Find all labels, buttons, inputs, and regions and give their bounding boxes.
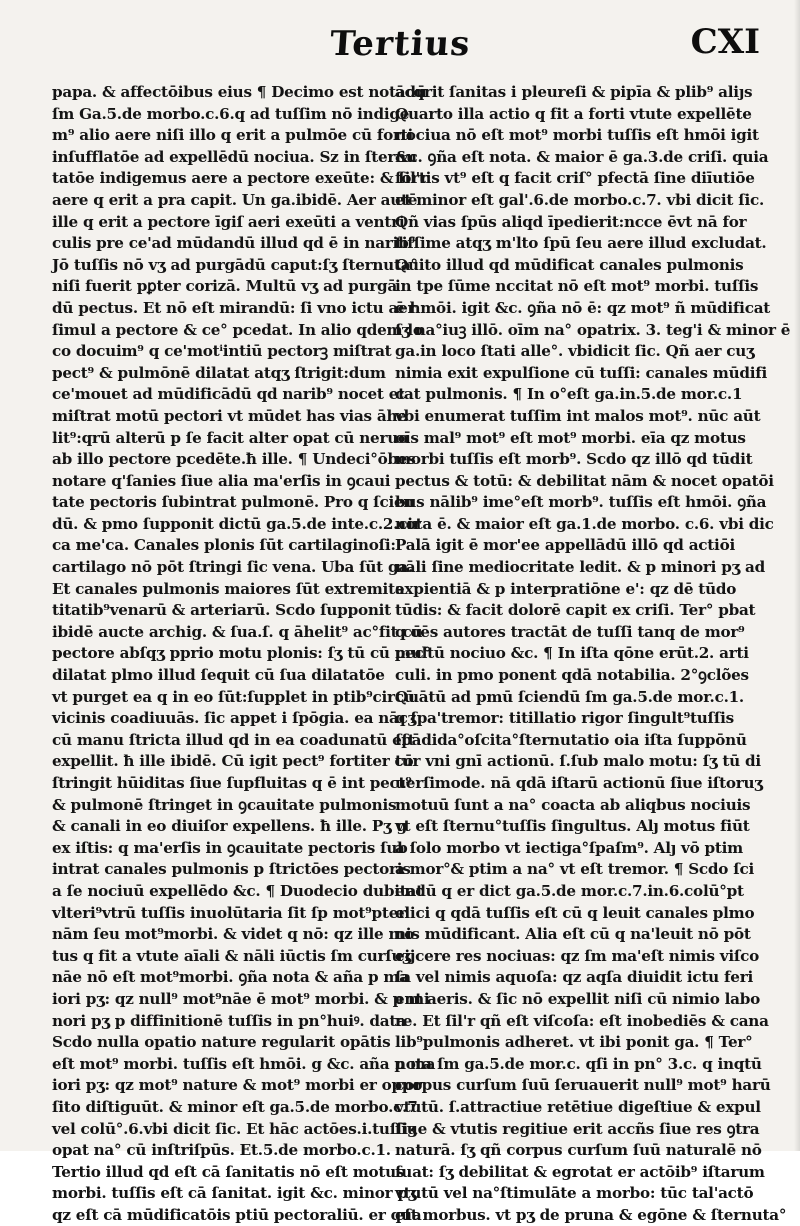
text-line: aere q erit a pra capit. Un ga.ibidē. Aer autē — [52, 190, 418, 209]
text-line: eijcere res nociuas: qz ſm ma'eſt nimis viſco — [395, 946, 760, 965]
text-line: expellit. ħ ille ibidē. Cū igit pect⁹ fortiter cō — [52, 752, 414, 771]
text-line: nis mūdificant. Alia eſt cū q na'leuit nō pōt — [395, 925, 751, 944]
text-line: lib⁹pulmonis adheret. vt ibi ponit ga. ¶ Ter° — [395, 1033, 753, 1052]
text-line: culis pre ce'ad mūdandū illud qd ē in narib⁹ — [52, 234, 415, 253]
text-line: vlteri⁹vtrū tuſſis inuolūtaria ſit ſp mot⁹pter — [52, 903, 406, 922]
text-line: ſtringit hūiditas ſiue ſupfluitas q ē int pect⁹ — [52, 774, 412, 792]
text-line: in tpe ſūme nccitat nō eſt mot⁹ morbi. tuſſis — [395, 277, 759, 296]
text-line: &c. ꝯña eſt nota. & maior ē ga.3.de criſi. quia — [395, 147, 769, 166]
text-line: nimia exit expulſione cū tuſſi: canales mūdifi — [395, 363, 768, 382]
text-line: notare q'ſanies ſiue alia ma'erſis in ꝯcaui — [52, 471, 391, 490]
text-line: Quarto illa actio q fit a forti vtute expellēte — [395, 104, 752, 123]
text-line: dū. & pmo ſupponit dictū ga.5.de inte.c.2.cir — [52, 514, 421, 533]
folio-number: CXI — [690, 22, 760, 62]
text-line: tatōe indigemus aere a pectore exeūte: & ſil'r — [52, 169, 428, 188]
text-line: & pulmonē ſtringet in ꝯcauitate pulmonis — [52, 795, 397, 814]
text-line: ſiue & vtutis regitiue erit accñs ſiue res ꝯtra — [395, 1119, 760, 1138]
text-line: cat pulmonis. ¶ In o°eſt ga.in.5.de mor.c.1 — [395, 385, 743, 404]
text-line: morbi. tuſſis eſt cā ſanitat. igit &c. minor pʒ — [52, 1184, 417, 1203]
text-line: dilatat plmo illud ſequit cū ſua dilatatōe — [52, 666, 385, 685]
left-text-column — [52, 82, 436, 1226]
text-line: ē hmōi. igit &c. ꝯña nō ē: qz mot⁹ ñ mūdificat — [395, 298, 771, 317]
text-line: ſa vel nimis aquoſa: qz aqſa diuidit ictu feri — [395, 968, 753, 987]
text-line: co docuim⁹ q ce'motⁱintiū pectorꝫ miſtrat — [52, 342, 392, 361]
text-line: nociua nō eſt mot⁹ morbi tuſſis eſt hmōi igit — [395, 126, 759, 145]
text-line: vt eſt ſternu°tuſſis ſingultus. Alȷ motus fiūt — [395, 817, 750, 836]
text-line: Qñ vias ſpūs aliqd īpedierit:ncce ēvt nā for — [395, 212, 747, 231]
text-line: pectore abſqʒ pprio motu plonis: ſʒ tū cū pec° — [52, 644, 431, 663]
text-line: ſm Ga.5.de morbo.c.6.q ad tuſſim nō indige — [52, 104, 410, 123]
text-line: nāli ſine mediocritate ledit. & p minori pʒ ad — [395, 558, 765, 577]
text-line: tur vni gnī actionū. ſ.ſub malo motu: ſʒ tū di — [395, 752, 761, 771]
text-line: ſito diſtiguūt. & minor eſt ga.5.de morbo.c.7 — [52, 1097, 418, 1116]
text-line: pectus & totū: & debilitat nām & nocet opatōi — [395, 471, 774, 490]
text-line: papa. & affectōibus eius ¶ Decimo est notādū — [52, 83, 427, 101]
text-line: a mor°& ptim a na° vt eſt tremor. ¶ Scdo ſci — [395, 860, 755, 879]
text-line: ſuat: ſʒ debilitat & egrotat er actōib⁹ iſtarum — [395, 1162, 765, 1181]
text-line: uerſimode. nā qdā iſtarū actionū ſiue iſtoruʒ — [395, 774, 763, 792]
text-line: Quātū ad pmū ſciendū ſm ga.5.de mor.c.1. — [395, 687, 744, 706]
text-line: fortis vt⁹ eſt q facit criſ° pfectā ſine diīutiōe — [395, 169, 755, 188]
text-line: nāe nō eſt mot⁹morbi. ꝯña nota & aña p ma — [52, 968, 409, 987]
text-line: qz eſt cā mūdificatōis ptiū pectoraliū. er qua — [52, 1205, 422, 1224]
text-line: bus nālib⁹ ime°eſt morb⁹. tuſſis eſt hmōi. ꝯña — [395, 493, 767, 512]
text-line: expientiā & p interpratiōne e': qz dē tūdo — [395, 579, 737, 598]
text-line: endū q er dict ga.5.de mor.c.7.in.6.colū°pt — [395, 881, 744, 900]
text-line: oīs mal⁹ mot⁹ eſt mot⁹ morbi. eīa qz motus — [395, 428, 746, 447]
text-line: morbi tuſſis eſt morb⁹. Scdo qz illō qd tūdit — [395, 450, 753, 469]
text-line: lit⁹:qrū alterū p ſe facit alter opat cū neruo — [52, 428, 408, 447]
text-line: tiſſime atqʒ m'lto ſpū ſeu aere illud excludat. — [395, 234, 767, 253]
text-line: nota ſm ga.5.de mor.c. qſi in pn° 3.c. q inqtū — [395, 1054, 762, 1073]
text-line: ent aeris. & ſic nō expellit niſi cū nimio labo — [395, 989, 760, 1008]
text-line: q ſpa'tremor: titillatio rigor ſingult⁹tuſſis — [395, 709, 734, 728]
text-line: re. Et ſil'r qñ eſt viſcoſa: eſt inobediēs & cana — [395, 1011, 769, 1030]
text-line: iori pʒ: qz mot⁹ nature & mot⁹ morbi er oppo — [52, 1076, 423, 1095]
text-line: multū nociuo &c. ¶ In iſta qōne erūt.2. arti — [395, 644, 749, 663]
running-title: Tertius — [328, 24, 472, 64]
text-line: & canali in eo diuiſor expellens. ħ ille. Pʒ g — [52, 817, 407, 836]
text-line: vtutū. ſ.attractiue retētiue digeſtiue & expul — [395, 1097, 761, 1116]
text-line: Tertio illud qd eſt cā ſanitatis nō eſt motus — [52, 1162, 405, 1181]
right-text-column — [395, 82, 791, 1226]
text-line: ibidē aucte archig. & ſua.ſ. q āhelit⁹ ac°fit cū — [52, 622, 423, 641]
text-line: acqrit ſanitas i pleureſi & pipīa & plib⁹ aliȷs — [395, 83, 753, 101]
text-line: niſi fuerit pꝑter corizā. Multū vʒ ad purgā — [52, 277, 397, 296]
text-line: tate pectoris ſubintrat pulmonē. Pro q ſcien — [52, 493, 415, 512]
text-line: et minor eſt gal'.6.de morbo.c.7. vbi dicit ſic. — [395, 190, 765, 209]
text-line: ſpādida°oſcita°ſternutatio oia iſta ſuppōnū — [395, 730, 747, 749]
text-line: vt purget ea q in eo ſūt:ſupplet in ptib⁹circū — [52, 687, 415, 706]
text-line: ga.in loco ſtati alle°. vbidicit ſic. Qñ aer cuʒ — [395, 342, 755, 361]
text-line: Et canales pulmonis maiores ſūt extremita — [52, 579, 405, 598]
text-line: iori pʒ: qz null⁹ mot⁹nāe ē mot⁹ morbi. & p mi — [52, 989, 430, 1008]
text-line: pect⁹ & pulmōnē dilatat atqʒ ſtrigit:dum — [52, 363, 386, 382]
text-line: q oēs autores tractāt de tuſſi tanq de mor⁹ — [395, 622, 745, 641]
text-line: eſt mot⁹ morbi. tuſſis eſt hmōi. g &c. aña p ma — [52, 1054, 436, 1073]
text-line: eſt morbus. vt pʒ de pruna & egōne & ſternuta° — [395, 1205, 787, 1224]
text-line: opat na° cū inſtriſpūs. Et.5.de morbo.c.1. — [52, 1141, 391, 1160]
text-line: ce'mouet ad mūdificādū qd narib⁹ nocet et — [52, 385, 405, 404]
text-line: nori pʒ p diffinitionē tuſſis in pn°huiꝰ. data — [52, 1011, 406, 1030]
text-line: ſimul a pectore & ce° pcedat. In alio qdem lo — [52, 320, 423, 339]
text-line: elici q qdā tuſſis eſt cū q leuit canales plmo — [395, 903, 755, 922]
text-line: intrat canales pulmonis p ſtrictōes pectoris — [52, 860, 411, 879]
text-line: corpus curſum ſuū ſeruauerit null⁹ mot⁹ harū — [395, 1076, 771, 1095]
text-line: titatib⁹venarū & arteriarū. Scdo ſupponit — [52, 601, 391, 620]
text-line: a ſolo morbo vt iectiga°ſpaſm⁹. Alȷ vō ptim — [395, 838, 743, 857]
text-line: ex iſtis: q ma'erſis in ꝯcauitate pectoris ſub — [52, 838, 408, 857]
text-line: Jō tuſſis nō vʒ ad purgādū caput:ſʒ ſternuta° — [52, 255, 418, 274]
text-line: tūdis: & facit dolorē capit ex criſi. Ter° pbat — [395, 601, 756, 620]
text-line: naturā. ſʒ qñ corpus curſum ſuū naturalē nō — [395, 1141, 762, 1160]
text-line: ca me'ca. Canales plonis ſūt cartilaginoſi: — [52, 536, 396, 555]
text-line: miſtrat motū pectori vt mūdet has vias āhe — [52, 406, 407, 425]
text-line: vtutū vel na°ſtimulāte a morbo: tūc tal'actō — [395, 1184, 754, 1203]
text-line: vel colū°.6.vbi dicit ſic. Et hāc actōes.i.tuſſiʒ — [52, 1119, 417, 1138]
text-line: ab illo pectore pcedēte.ħ ille. ¶ Undeci°ōbes — [52, 450, 416, 469]
text-line: tus q fit a vtute aīali & nāli iūctis ſm curſuʒ — [52, 946, 411, 965]
text-line: nota ē. & maior eſt ga.1.de morbo. c.6. vbi dic — [395, 514, 774, 533]
text-line: nām ſeu mot⁹morbi. & videt q nō: qz ille mo — [52, 925, 415, 944]
text-line: motuū ſunt a na° coacta ab aliqbus nociuis — [395, 795, 751, 814]
text-line: m⁹ alio aere niſi illo q erit a pulmōe cū forti — [52, 126, 414, 145]
text-line: dū pectus. Et nō eſt mirandū: ſi vno ictu aer — [52, 298, 416, 317]
text-line: Quito illud qd mūdificat canales pulmonis — [395, 255, 744, 274]
text-line: ſʒ na°iuꝫ illō. oīm na° opatrix. 3. teg'i & minor ē — [395, 320, 791, 339]
text-line: inſufflatōe ad expellēdū nociua. Sz in ſternu — [52, 147, 417, 166]
text-line: vicinis coadiuuās. ſic appet i ſpōgia. ea nācʒ — [52, 709, 416, 728]
text-line: ille q erit a pectore īgiſ aeri exeūti a ventri — [52, 212, 405, 231]
text-line: cū manu ſtricta illud qd in ea coadunatū eſt — [52, 730, 415, 749]
text-line: Scdo nulla opatio nature regularit opātis — [52, 1033, 391, 1052]
text-line: Palā igit ē mor'ee appellādū illō qd actiōi — [395, 536, 735, 555]
text-line: cartilago nō pōt ſtringi ſic vena. Uba ſūt ga. — [52, 558, 413, 577]
text-line: a ſe nociuū expellēdo &c. ¶ Duodecio dubitat — [52, 881, 423, 900]
text-line: vbi enumerat tuſſim int malos mot⁹. nūc aūt — [395, 406, 761, 425]
page-edge — [794, 0, 800, 1151]
text-line: culi. in pmo ponent qdā notabilia. 2°ꝯclões — [395, 666, 749, 685]
